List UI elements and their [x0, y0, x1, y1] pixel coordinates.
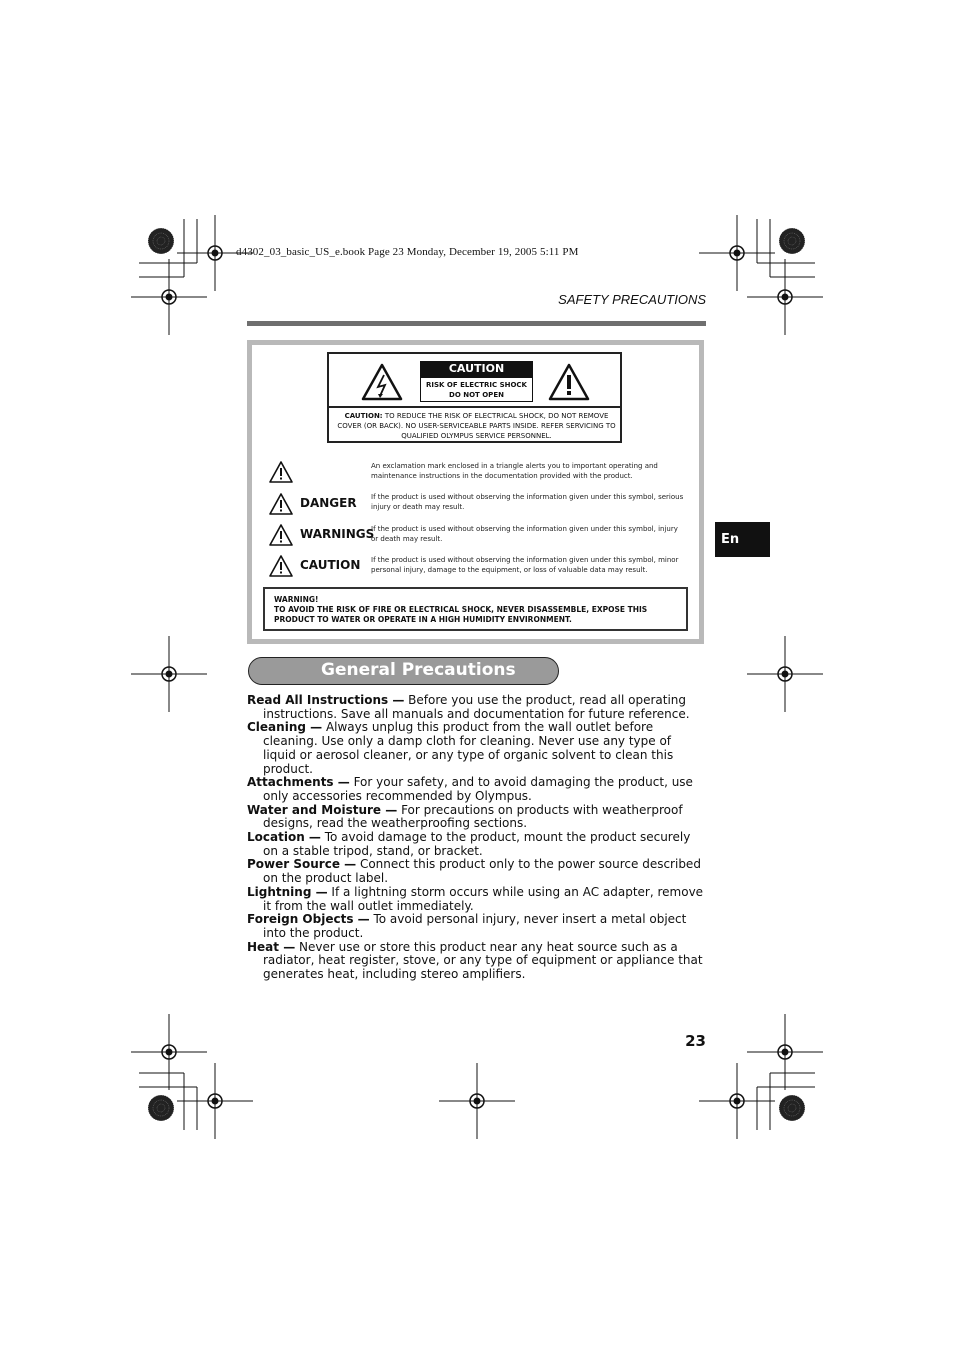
caution-sub-line2: DO NOT OPEN [449, 391, 504, 399]
list-item [247, 694, 707, 721]
item-term: Cleaning — [247, 720, 323, 735]
section-title: SAFETY PRECAUTIONS [558, 292, 706, 307]
symbol-label-caution: CAUTION [300, 558, 361, 572]
color-target-mark [779, 228, 805, 254]
general-precautions-list [247, 694, 707, 982]
exclamation-triangle-icon [268, 492, 294, 516]
list-item [247, 886, 707, 913]
registration-mark [747, 1014, 823, 1090]
item-text: Always unplug this product from the wall outlet before cleaning. Use only a damp cloth for cleaning. Never use any type of liquid or aerosol cleaner, or any type of organic solvent to clean this product. [263, 720, 674, 776]
exclamation-triangle-icon [268, 554, 294, 578]
registration-mark [177, 1063, 253, 1139]
general-precautions-heading: General Precautions [248, 657, 559, 685]
color-target-mark [148, 1095, 174, 1121]
registration-mark [699, 215, 775, 291]
item-term: Lightning — [247, 884, 328, 899]
item-term: Read All Instructions — [247, 693, 405, 707]
page-number: 23 [685, 1032, 706, 1050]
item-text: Connect this product only to the power source described on the product label. [263, 857, 701, 886]
caution-label-divider [329, 406, 620, 408]
registration-mark [699, 1063, 775, 1139]
item-term: Attachments — [247, 775, 350, 790]
item-term: Power Source — [247, 857, 357, 872]
symbol-description: If the product is used without observing the information given under this symbol, minor personal injury, damage to the equipment, or loss of valuable data may result. [371, 556, 679, 574]
symbol-description: An exclamation mark enclosed in a triangle alerts you to important operating and maintenance instructions in the documentation provided with the product. [371, 462, 658, 480]
list-item [247, 776, 707, 803]
item-term: Water and Moisture — [247, 802, 398, 817]
registration-mark [131, 636, 207, 712]
exclamation-warning-icon [548, 363, 590, 401]
item-text: For your safety, and to avoid damaging the product, use only accessories recommended by Olympus. [263, 775, 693, 803]
item-text: Never use or store this product near any heat source such as a radiator, heat register, stove, or any type of equipment or appliance that generates heat, including stereo amplifiers. [263, 939, 703, 982]
caution-label-text [335, 411, 618, 441]
header-rule [247, 321, 706, 326]
item-term: Foreign Objects — [247, 912, 370, 927]
list-item [247, 913, 707, 940]
symbol-description: If the product is used without observing the information given under this symbol, injury or death may result. [371, 525, 678, 543]
exclamation-triangle-icon [268, 523, 294, 547]
list-item [247, 941, 707, 982]
item-term: Location — [247, 830, 321, 845]
list-item [247, 721, 707, 776]
caution-sub-line1: RISK OF ELECTRIC SHOCK [426, 381, 527, 389]
color-target-mark [148, 228, 174, 254]
caution-text-body: TO REDUCE THE RISK OF ELECTRICAL SHOCK, DO NOT REMOVE COVER (OR BACK). NO USER-SERVICEABLE PARTS INSIDE. REFER SERVICING TO QUALIFIED OLYMPUS SERVICE PERSONNEL. [337, 412, 616, 440]
warning-text: TO AVOID THE RISK OF FIRE OR ELECTRICAL SHOCK, NEVER DISASSEMBLE, EXPOSE THIS PRODUCT TO WATER OR OPERATE IN A HIGH HUMIDITY ENVIRONMENT. [274, 605, 648, 624]
caution-label-subtext [420, 377, 533, 402]
item-text: If a lightning storm occurs while using an AC adapter, remove it from the wall outlet immediately. [263, 884, 704, 913]
item-text: To avoid personal injury, never insert a metal object into the product. [263, 912, 687, 940]
symbol-label-warnings: WARNINGS [300, 527, 375, 541]
symbol-description: If the product is used without observing the information given under this symbol, serious injury or death may result. [371, 493, 684, 511]
color-target-mark [779, 1095, 805, 1121]
registration-mark [747, 636, 823, 712]
registration-mark [439, 1063, 515, 1139]
warning-title: WARNING! [274, 595, 319, 604]
item-text: Before you use the product, read all operating instructions. Save all manuals and documentation for future reference. [263, 693, 690, 721]
electric-shock-warning-icon [361, 363, 403, 401]
symbol-label-danger: DANGER [300, 496, 357, 510]
warning-box [263, 587, 688, 631]
list-item [247, 804, 707, 831]
caution-label-header: CAUTION [420, 361, 533, 377]
language-tab: En [715, 522, 770, 557]
list-item [247, 858, 707, 885]
caution-text-bold: CAUTION: [344, 412, 383, 420]
item-text: For precautions on products with weatherproof designs, read the weatherproofing sections. [263, 802, 683, 831]
item-term: Heat — [247, 939, 296, 954]
printer-slug-line: d4302_03_basic_US_e.book Page 23 Monday, December 19, 2005 5:11 PM [236, 246, 579, 258]
list-item [247, 831, 707, 858]
registration-mark [747, 259, 823, 335]
registration-mark [131, 1014, 207, 1090]
item-text: To avoid damage to the product, mount the product securely on a stable tripod, stand, or bracket. [263, 830, 691, 858]
registration-mark [131, 259, 207, 335]
exclamation-triangle-icon [268, 460, 294, 484]
